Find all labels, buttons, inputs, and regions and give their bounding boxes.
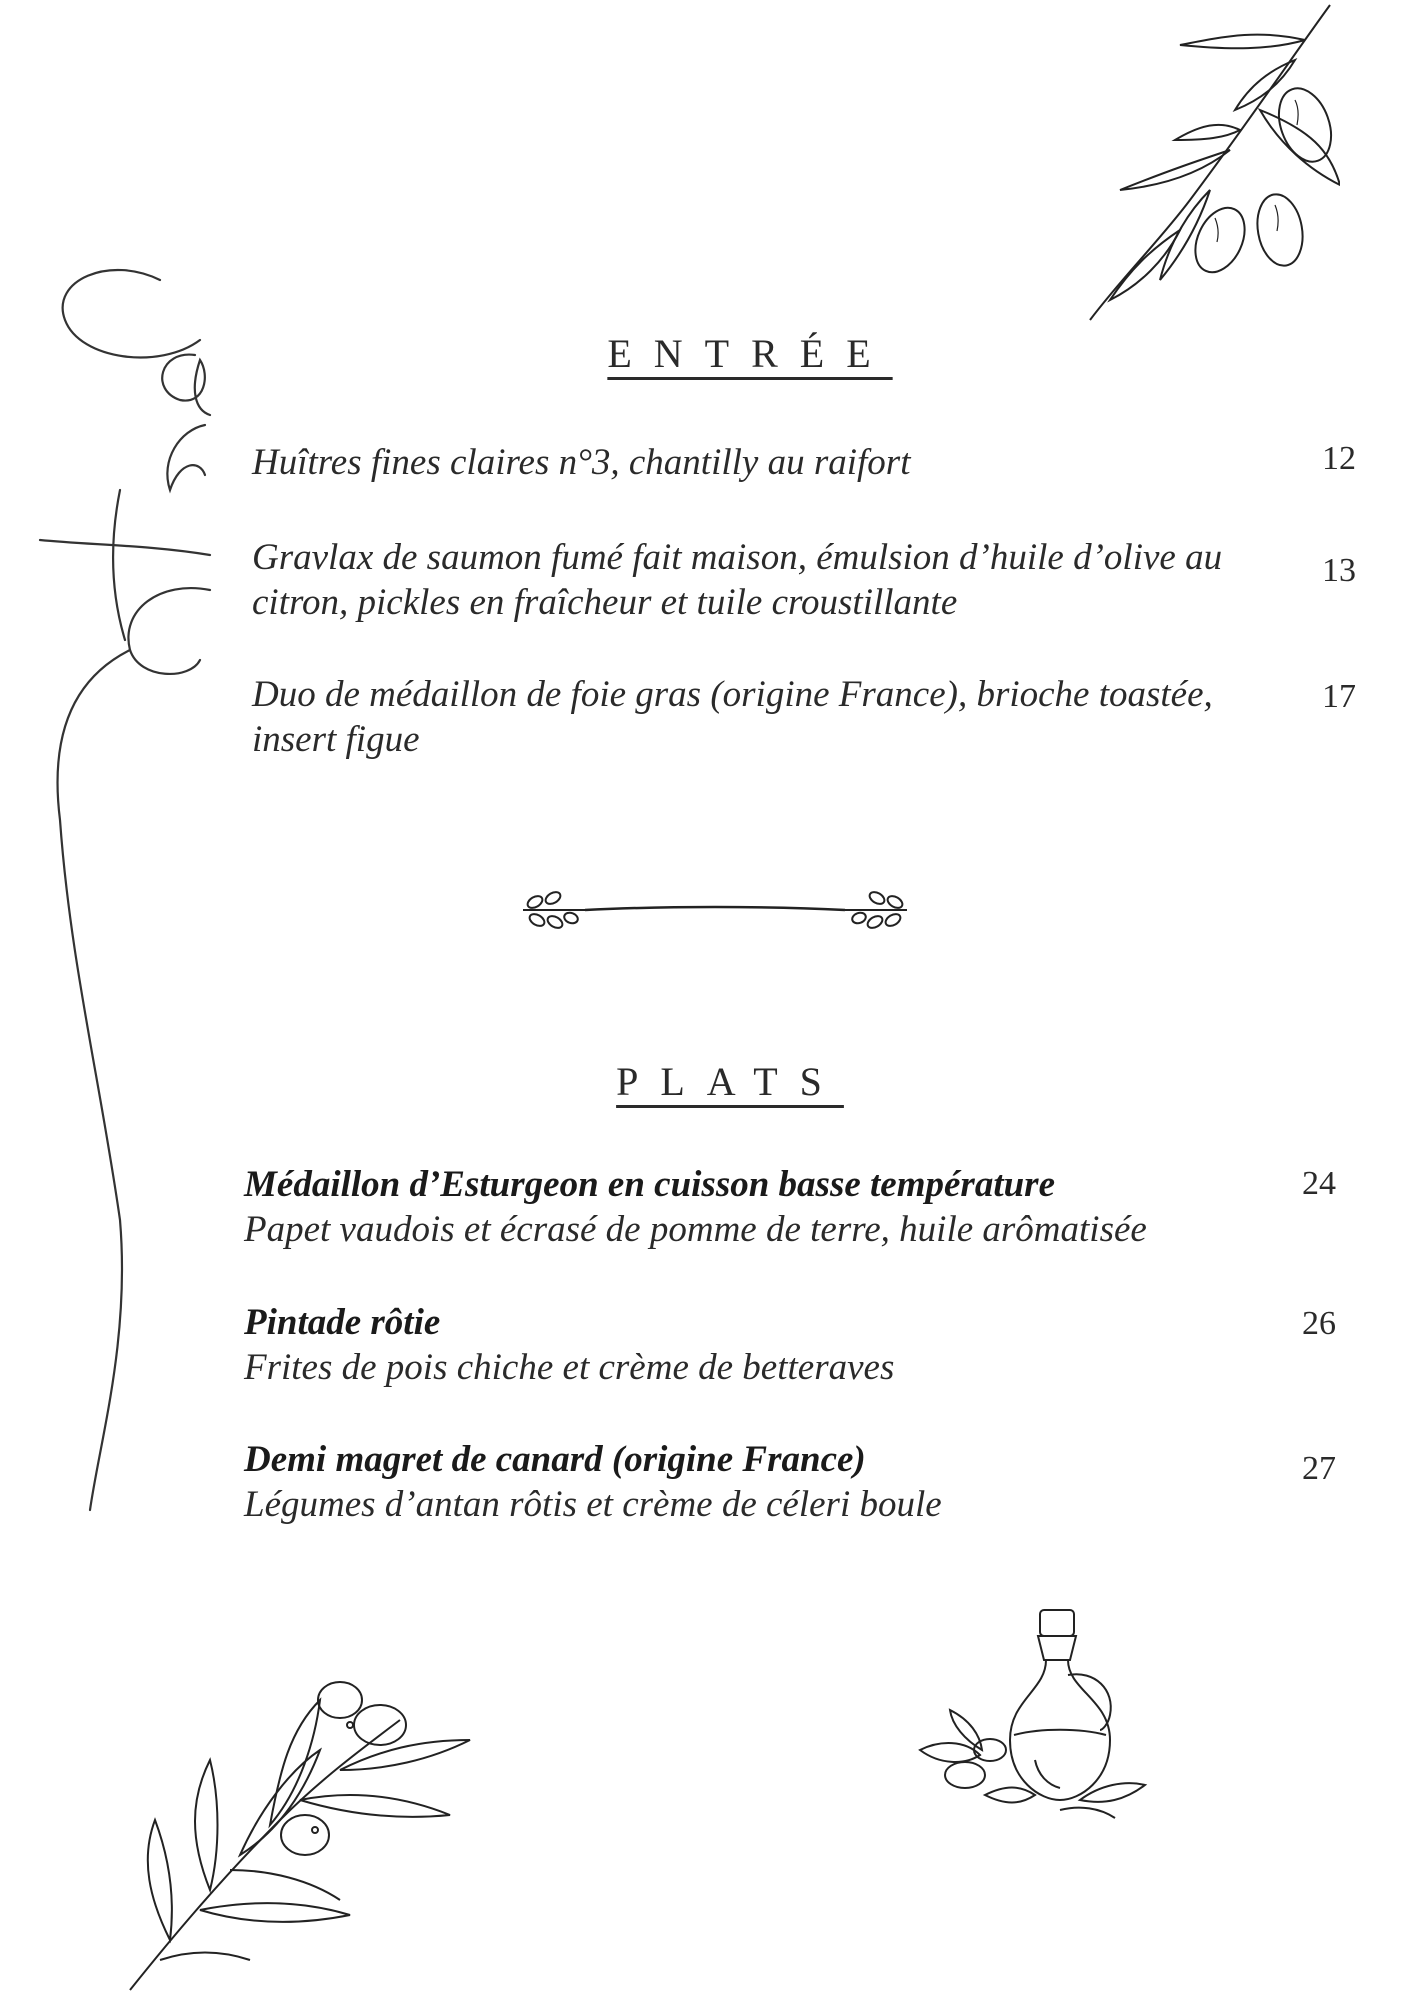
entree-item: Gravlax de saumon fumé fait maison, émulsion d’huile d’olive au citron, pickles en fraîcheur et tuile croustillante: [252, 537, 1223, 623]
entree-item-price: 13: [1322, 552, 1356, 589]
laurel-divider-icon: [515, 880, 915, 940]
plat-item-description: Papet vaudois et écrasé de pomme de terre, huile arômatisée: [244, 1209, 1147, 1250]
plat-item-description: Frites de pois chiche et crème de betteraves: [244, 1347, 895, 1388]
section-title-plats: PLATS: [616, 1059, 844, 1104]
olive-branch-icon: [1080, 0, 1340, 340]
olive-oil-bottle-icon: [910, 1600, 1150, 1820]
entree-item-price: 12: [1322, 440, 1356, 477]
plat-item-price: 26: [1302, 1305, 1336, 1342]
plat-item-description: Légumes d’antan rôtis et crème de céleri boule: [244, 1484, 942, 1525]
plat-item-name: Médaillon d’Esturgeon en cuisson basse température: [244, 1164, 1056, 1205]
plat-item-price: 24: [1302, 1165, 1336, 1202]
entree-item-price: 17: [1322, 678, 1356, 715]
carte-script-logo: [10, 260, 230, 1540]
plat-item: [244, 1437, 1294, 1527]
section-title-entree: ENTRÉE: [607, 331, 893, 376]
plat-item: [244, 1162, 1294, 1252]
olive-branch-icon: [110, 1640, 490, 2000]
plat-item: [244, 1300, 1294, 1390]
entree-item: Duo de médaillon de foie gras (origine France), brioche toastée, insert figue: [252, 674, 1213, 760]
plat-item-price: 27: [1302, 1450, 1336, 1487]
plat-item-name: Pintade rôtie: [244, 1302, 441, 1343]
plat-item-name: Demi magret de canard (origine France): [244, 1439, 866, 1480]
entree-item: Huîtres fines claires n°3, chantilly au raifort: [252, 442, 911, 483]
